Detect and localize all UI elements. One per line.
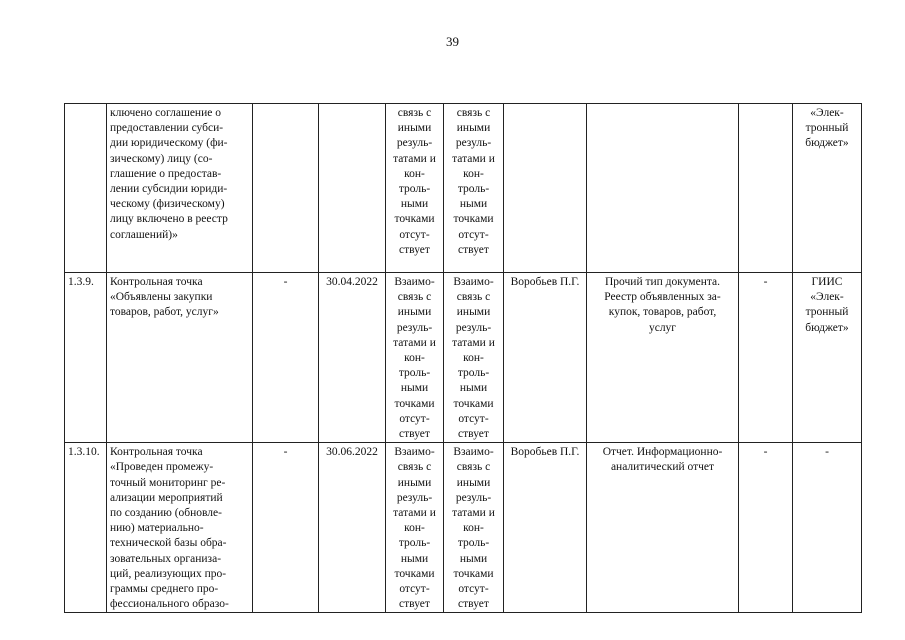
info-system-cell: ГИИС «Элек- тронный бюджет» <box>793 273 862 443</box>
deadline-cell: 30.04.2022 <box>319 273 386 443</box>
relation-predecessor-cell: Взаимо- связь с иными резуль- татами и кон- троль- ными точками отсут- ствует <box>386 273 444 443</box>
relation-successor-cell: связь с иными резуль- татами и кон- троль- ными точками отсут- ствует <box>444 104 504 273</box>
relation-predecessor-cell: связь с иными резуль- татами и кон- троль- ными точками отсут- ствует <box>386 104 444 273</box>
responsible-cell: Воробьев П.Г. <box>504 443 587 613</box>
control-points-table <box>64 103 862 613</box>
level-cell: - <box>739 273 793 443</box>
table-row <box>65 273 862 443</box>
relation-successor-cell: Взаимо- связь с иными резуль- татами и кон- троль- ными точками отсут- ствует <box>444 443 504 613</box>
level-cell: - <box>739 443 793 613</box>
control-point-name-cell: ключено соглашение о предоставлении субси- дии юридическому (фи- зическому) лицу (со- глашение о предостав- лении субсидии юриди- ческому (физическому) лицу включено в реестр соглашений)» <box>107 104 253 273</box>
level-cell <box>739 104 793 273</box>
base-value-cell: - <box>253 443 319 613</box>
control-point-name-cell: Контрольная точка «Объявлены закупки товаров, работ, услуг» <box>107 273 253 443</box>
row-number-cell: 1.3.9. <box>65 273 107 443</box>
deadline-cell: 30.06.2022 <box>319 443 386 613</box>
row-number-cell <box>65 104 107 273</box>
responsible-cell <box>504 104 587 273</box>
info-system-cell: - <box>793 443 862 613</box>
document-type-cell: Прочий тип документа. Реестр объявленных за- купок, товаров, работ, услуг <box>587 273 739 443</box>
relation-successor-cell: Взаимо- связь с иными резуль- татами и кон- троль- ными точками отсут- ствует <box>444 273 504 443</box>
base-value-cell <box>253 104 319 273</box>
page-number: 39 <box>446 34 459 49</box>
deadline-cell <box>319 104 386 273</box>
document-type-cell <box>587 104 739 273</box>
document-type-cell: Отчет. Информационно- аналитический отчет <box>587 443 739 613</box>
base-value-cell: - <box>253 273 319 443</box>
table-row <box>65 104 862 273</box>
info-system-cell: «Элек- тронный бюджет» <box>793 104 862 273</box>
control-point-name-cell: Контрольная точка «Проведен промежу- точный мониторинг ре- ализации мероприятий по созданию (обновле- нию) материально- технической базы обра- зовательных организа- ций, реализующих про- граммы среднего про- фессионального образо- <box>107 443 253 613</box>
responsible-cell: Воробьев П.Г. <box>504 273 587 443</box>
table-row <box>65 443 862 613</box>
relation-predecessor-cell: Взаимо- связь с иными резуль- татами и кон- троль- ными точками отсут- ствует <box>386 443 444 613</box>
row-number-cell: 1.3.10. <box>65 443 107 613</box>
